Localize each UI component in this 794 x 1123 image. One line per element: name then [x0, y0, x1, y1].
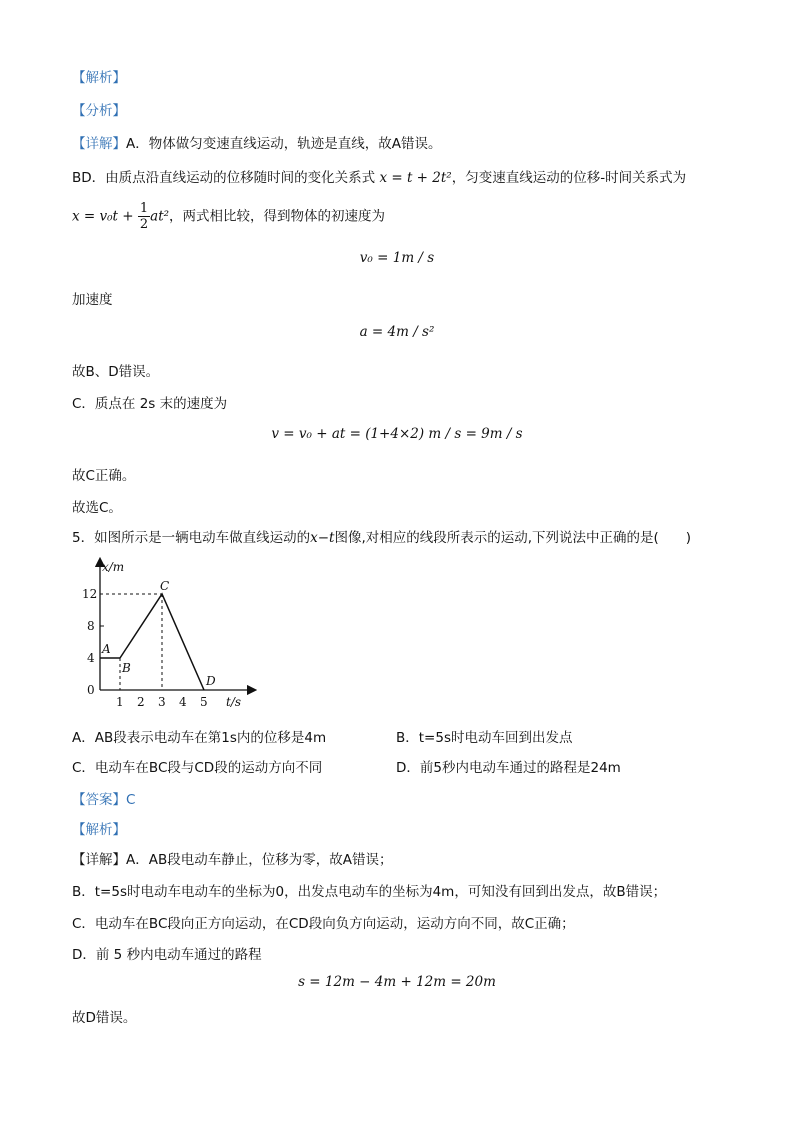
- v0-equation: v₀ = 1m / s: [359, 250, 435, 266]
- bd-suffix: 时间关系式为: [605, 170, 687, 186]
- s-equation: s = 12m − 4m + 12m = 20m: [298, 974, 496, 990]
- bd-dash: -: [600, 170, 606, 186]
- bd-mid: ，匀变速直线运动的位移: [451, 170, 601, 186]
- y-tick-12: 12: [82, 587, 98, 601]
- x-tick-3: 3: [158, 695, 166, 709]
- eq2-fraction: [138, 201, 150, 232]
- analysis-tag: 【解析】: [72, 70, 126, 86]
- choose-c: 故选C。: [72, 500, 122, 516]
- point-a: A: [102, 642, 111, 656]
- stem-suffix: 图像,对相应的线段所表示的运动,下列说法中正确的是( ): [334, 530, 692, 546]
- x-tick-1: 1: [116, 695, 124, 709]
- option-b: B．t=5s时电动车回到出发点: [396, 730, 573, 746]
- c-intro: C．质点在 2s 末的速度为: [72, 396, 228, 412]
- answer-detail-c: C．电动车在BC段向正方向运动，在CD段向负方向运动，运动方向不同，故C正确；: [72, 916, 575, 932]
- option-c: C．电动车在BC段与CD段的运动方向不同: [72, 760, 323, 776]
- eq2-den: 2: [139, 217, 149, 232]
- bd-line: [72, 166, 686, 186]
- bd-eq1: x = t + 2t²: [379, 170, 452, 186]
- c-conclusion: 故C正确。: [72, 468, 136, 484]
- y-tick-4: 4: [87, 651, 95, 665]
- fenxi-tag: 【分析】: [72, 103, 126, 119]
- y-axis-label: x/m: [102, 560, 125, 574]
- d-conclusion: 故D错误。: [72, 1010, 137, 1026]
- accel-label: 加速度: [72, 292, 113, 308]
- y-tick-8: 8: [87, 619, 95, 633]
- y-tick-0: 0: [87, 683, 95, 697]
- bd-prefix: BD．由质点沿直线运动的位移随时间的变化关系式: [72, 170, 376, 186]
- eq2-line: [72, 201, 385, 232]
- eq2-num: 1: [139, 201, 149, 216]
- detail-a-text: A．物体做匀变速直线运动，轨迹是直线，故A错误。: [126, 136, 442, 152]
- eq2-suffix: ，两式相比较，得到物体的初速度为: [169, 208, 386, 225]
- answer-analysis-tag: 【解析】: [72, 822, 126, 838]
- question5-stem: [72, 526, 691, 546]
- option-d: D．前5秒内电动车通过的路程是24m: [396, 760, 621, 776]
- point-c: C: [160, 579, 170, 593]
- point-d: D: [206, 674, 216, 688]
- answer-label: 【答案】C: [72, 792, 136, 808]
- x-tick-2: 2: [137, 695, 145, 709]
- a-equation: a = 4m / s²: [359, 324, 435, 340]
- eq2-left: x = v₀t +: [72, 208, 134, 225]
- answer-detail-a: 【详解】A．AB段电动车静止，位移为零，故A错误；: [72, 852, 393, 868]
- answer-detail-b: B．t=5s时电动车电动车的坐标为0，出发点电动车的坐标为4m，可知没有回到出发点，故B错误；: [72, 884, 667, 900]
- stem-var: x−t: [310, 530, 335, 546]
- x-tick-4: 4: [179, 695, 187, 709]
- x-tick-5: 5: [200, 695, 208, 709]
- detail-a-line: [72, 132, 441, 152]
- v-equation: v = v₀ + at = (1+4×2) m / s = 9m / s: [271, 426, 523, 442]
- detail-tag: 【详解】: [72, 136, 126, 152]
- option-a: A．AB段表示电动车在第1s内的位移是4m: [72, 730, 327, 746]
- x-axis-label: t/s: [226, 695, 242, 709]
- answer-detail-d: D．前 5 秒内电动车通过的路程: [72, 947, 262, 963]
- bd-conclusion: 故B、D错误。: [72, 364, 160, 380]
- x-t-graph: [80, 556, 260, 712]
- eq2-right: at²: [150, 208, 170, 225]
- point-b: B: [122, 661, 131, 675]
- stem-prefix: 5．如图所示是一辆电动车做直线运动的: [72, 530, 311, 546]
- graph-line: [100, 594, 204, 690]
